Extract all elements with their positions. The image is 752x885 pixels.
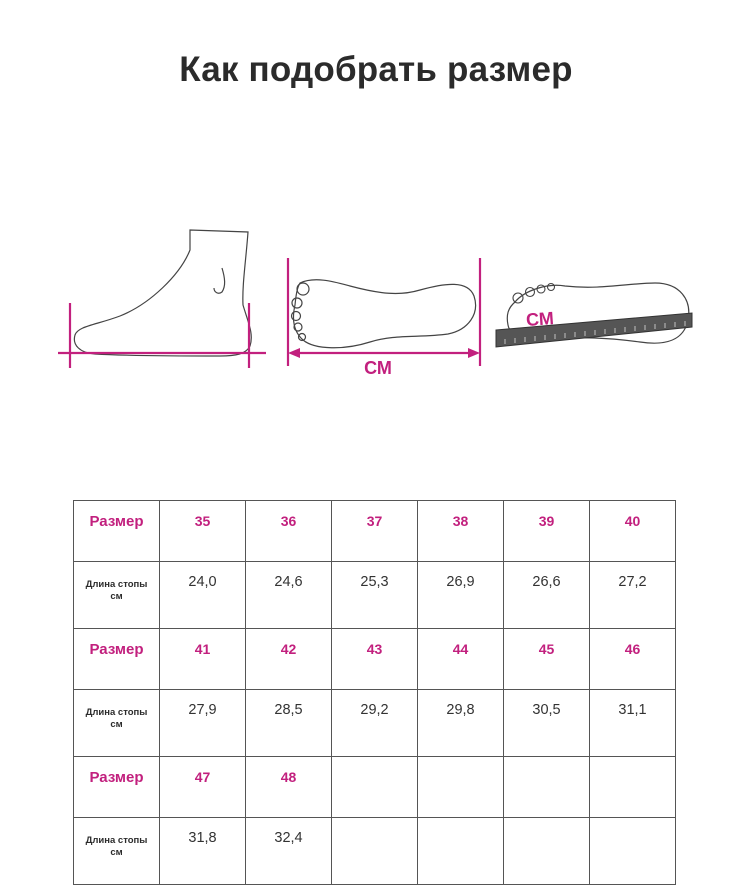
cm-label-ruler: СМ [525, 308, 555, 330]
size-row [74, 757, 676, 818]
length-value: 29,2 [332, 690, 418, 757]
length-value: 29,8 [418, 690, 504, 757]
length-value: 25,3 [332, 562, 418, 629]
size-chart-table [73, 500, 676, 885]
size-value: 39 [504, 501, 590, 562]
size-value: 47 [160, 757, 246, 818]
length-value: 26,6 [504, 562, 590, 629]
size-row [74, 629, 676, 690]
page-title: Как подобрать размер [179, 50, 573, 89]
foot-sole-icon [292, 280, 476, 348]
length-row [74, 562, 676, 629]
length-value: 31,1 [590, 690, 676, 757]
size-value-empty [590, 757, 676, 818]
size-row [74, 501, 676, 562]
length-label [74, 562, 160, 629]
length-label-line1: Длина стопы [85, 707, 148, 718]
size-label: Размер [74, 629, 160, 690]
size-value: 36 [246, 501, 332, 562]
length-value: 30,5 [504, 690, 590, 757]
length-value: 26,9 [418, 562, 504, 629]
length-label-line2: см [110, 847, 123, 858]
size-value-empty [332, 757, 418, 818]
cm-label-bottom: СМ [364, 358, 392, 378]
length-label-line1: Длина стопы [85, 579, 148, 590]
size-value: 45 [504, 629, 590, 690]
length-value-empty [590, 818, 676, 885]
length-value: 24,0 [160, 562, 246, 629]
size-value: 43 [332, 629, 418, 690]
length-value-empty [418, 818, 504, 885]
length-value: 31,8 [160, 818, 246, 885]
size-value: 41 [160, 629, 246, 690]
size-value: 35 [160, 501, 246, 562]
length-value: 27,2 [590, 562, 676, 629]
size-value: 38 [418, 501, 504, 562]
size-value-empty [418, 757, 504, 818]
length-value-empty [332, 818, 418, 885]
length-label-line2: см [110, 591, 123, 602]
length-row [74, 818, 676, 885]
foot-sole-measure [288, 258, 480, 366]
size-value: 42 [246, 629, 332, 690]
length-label-line1: Длина стопы [85, 835, 148, 846]
size-value: 48 [246, 757, 332, 818]
foot-measurement-illustration [0, 215, 752, 390]
length-label [74, 690, 160, 757]
length-value: 27,9 [160, 690, 246, 757]
length-value: 32,4 [246, 818, 332, 885]
size-value-empty [504, 757, 590, 818]
length-value: 28,5 [246, 690, 332, 757]
foot-side-icon [74, 230, 251, 356]
length-value: 24,6 [246, 562, 332, 629]
size-label: Размер [74, 501, 160, 562]
length-label-line2: см [110, 719, 123, 730]
size-label: Размер [74, 757, 160, 818]
foot-side-measure [58, 303, 266, 368]
size-value: 44 [418, 629, 504, 690]
length-row [74, 690, 676, 757]
length-label [74, 818, 160, 885]
length-value-empty [504, 818, 590, 885]
size-value: 40 [590, 501, 676, 562]
size-value: 37 [332, 501, 418, 562]
size-value: 46 [590, 629, 676, 690]
